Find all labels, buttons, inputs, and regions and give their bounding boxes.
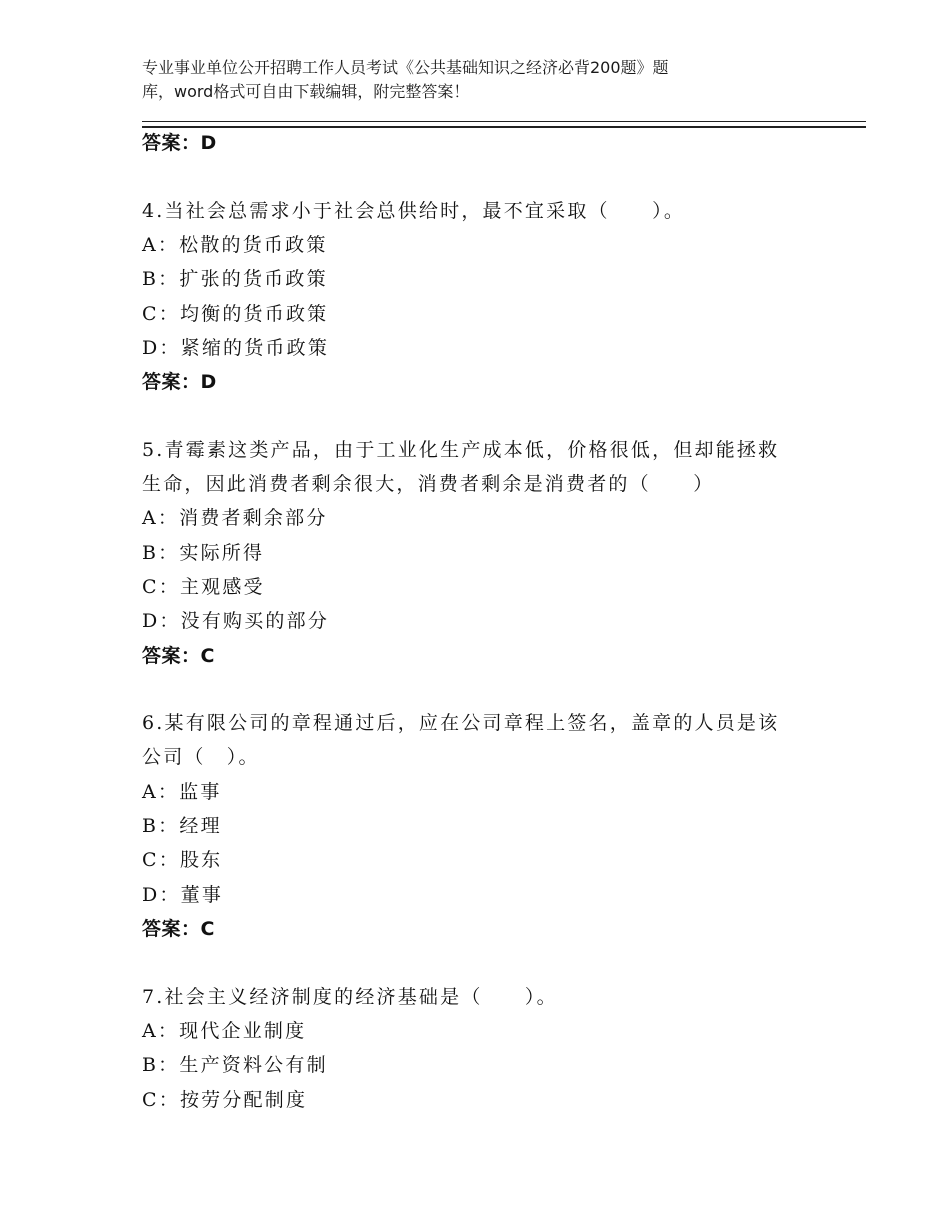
question-4-option-c: C：均衡的货币政策 (142, 303, 329, 325)
question-4-stem: 4.当社会总需求小于社会总供给时，最不宜采取（ ）。 (142, 200, 686, 222)
answer-q5: 答案：C (142, 645, 215, 667)
question-5-option-b: B：实际所得 (142, 542, 265, 564)
question-5-stem-line-2: 生命，因此消费者剩余很大，消费者剩余是消费者的（ ） (142, 473, 715, 495)
header-line-2: 库，word格式可自由下载编辑，附完整答案！ (142, 82, 470, 101)
question-6-stem-line-2: 公司（ ）。 (142, 746, 260, 768)
question-4-option-a: A：松散的货币政策 (142, 234, 328, 256)
page-header (142, 56, 782, 104)
question-6-option-b: B：经理 (142, 815, 222, 837)
question-4-option-b: B：扩张的货币政策 (142, 268, 328, 290)
answer-q3: 答案：D (142, 132, 217, 154)
question-7-stem: 7.社会主义经济制度的经济基础是（ ）。 (142, 986, 558, 1008)
question-5-option-a: A：消费者剩余部分 (142, 507, 328, 529)
answer-q4: 答案：D (142, 371, 217, 393)
question-7-option-a: A：现代企业制度 (142, 1020, 307, 1042)
answer-q6: 答案：C (142, 918, 215, 940)
question-7-option-b: B：生产资料公有制 (142, 1054, 328, 1076)
question-6-option-a: A：监事 (142, 781, 222, 803)
question-5-option-d: D：没有购买的部分 (142, 610, 330, 632)
question-7-option-c: C：按劳分配制度 (142, 1089, 308, 1111)
question-5-stem-line-1: 5.青霉素这类产品，由于工业化生产成本低，价格很低，但却能拯救 (142, 439, 780, 461)
question-4-option-d: D：紧缩的货币政策 (142, 337, 330, 359)
question-5-option-c: C：主观感受 (142, 576, 265, 598)
question-6-option-c: C：股东 (142, 849, 223, 871)
header-line-1: 专业事业单位公开招聘工作人员考试《公共基础知识之经济必背200题》题 (142, 58, 669, 77)
question-6-stem-line-1: 6.某有限公司的章程通过后，应在公司章程上签名，盖章的人员是该 (142, 712, 780, 734)
header-divider (142, 121, 866, 128)
question-6-option-d: D：董事 (142, 884, 224, 906)
